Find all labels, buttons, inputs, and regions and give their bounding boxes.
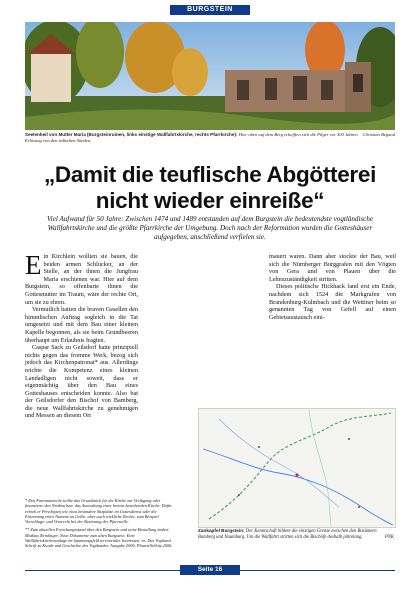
photo-caption-italic: Hier oben auf dem Berg erhofften sich die Pilger vor 500 Jahren Erlösung von den irdischen Sünden.: [25, 132, 358, 143]
paragraph: Vermutlich hatten die braven Gesellen den himmlischen Auftrag sogleich in die Tat umgesetzt und mit dem Bau einer kleinen Kapelle begonnen, als sie beim Grundbeeren überhaupt um Erlaubnis fragten.: [25, 306, 138, 344]
page-number: Seite 16: [180, 565, 240, 575]
map-caption: [198, 528, 394, 541]
map-caption-bold: Zankapfel Burgstein:: [198, 528, 245, 533]
header-photo: [25, 22, 395, 130]
section-tag: BURGSTEIN: [170, 5, 250, 15]
footnote: ** Zum aktuellen Forschungsstand über den Burgstein und seine Bestallung ändert Mathias Remlinger, Neue Dokumente zum alten Burgstein. Eine Wallfahrtskirchenanlage im Spannungsfeld territorialer Interessen, in: Das Vogtland. Schrift zu Kunde und Geschichte des Vogtlandes. Ausgabe 2006, Plauen/Selbitz 2006.: [25, 527, 173, 549]
map-credit: PNK: [384, 534, 394, 540]
photo-caption-bold: Seelenheil von Mutter Maria (Burgsteinruinen, links einstige Wallfahrtskirche, rechts Pfarrkirche):: [25, 132, 238, 137]
footnotes: [25, 498, 175, 552]
paragraph: [25, 250, 138, 306]
paragraph-text: in Kirchlein wollten sie bauen, die beiden armen Schlucker, an der Stelle, an der ihnen die Jungfrau Maria erschienen war. Hier auf dem Burgstein, so offenbarte ihnen die Gottesmutter im Traum, wäre der rechte Ort, um sie zu ehren.: [25, 253, 138, 306]
map-figure: [198, 408, 396, 528]
photo-caption: [25, 132, 395, 144]
dropcap: E: [25, 250, 42, 280]
article-column-1: [25, 250, 138, 420]
footnote: * Das Patronatsrecht stellte das Grundstück für die Kirche zur Verfügung oder finanzierte den Neubau bzw. das Auswaltung einer bereits bestehenden Kirche. Dafür erhielt er Privilegien wie etwa besondere Sitzplätze im Gottesdienst oder die Ernennung eines Nutzens an Gelbe, aber auch wirkliche Rechte, zum Beispiel Vorschlags- und Vetorecht bei der Besetzung der Pfarrstelle.: [25, 498, 172, 525]
paragraph: mauert waren. Dann aber stockte der Bau, weil sich die Nürnberger Burggrafen mit den Vögten von Gera und von Plauen über die Lehnszuständigkeit stritten.: [269, 253, 396, 283]
paragraph: Caspar Sack zu Geilsdorf hatte prinzipiell nichts gegen das fromme Werk, bezog sich jedoch das Kirchenpatronat* aus. Allerdings reichte die Kompetenz eines kleinen Landadligen nicht soweit, dass er eigenmächtig über den Bau eines Gotteshauses entscheiden konnte. Also bat der Geilsdorfer den Bischof von Bamberg, die neue Wallfahrtskirche zu genehmigen und Messen an diesem Ort: [25, 344, 138, 420]
map-caption-text: Der Kenntschaft bildete die einstigen Grenze zwischen den Bistümern Bamberg und Naumburg. Um die Wallfahrt stritten sich die Bischöfe deshalb jahrelang.: [198, 529, 377, 540]
border-map-image: [199, 409, 395, 527]
article-column-3: [269, 253, 396, 321]
lead-paragraph: Viel Aufwand für 50 Jahre: Zwischen 1474 und 1489 entstanden auf dem Burgstein die bedeutendste vogtländische Wallfahrtskirche und die größte Pfarrkirche der Umgebung. Doch nach der Reformation wurden die Gotteshäuser aufgegeben, anschließend verfielen sie.: [46, 215, 374, 242]
paragraph: Dieses politische Hickhack fand erst ein Ende, nachdem sich 1524 die Markgrafen von Brandenburg-Kulmbach und die Wettiner beim so genannten Tag von Gefell auf einen Gebietsaustausch eini-: [269, 283, 396, 321]
photo-credit: Christian Begand: [362, 132, 395, 137]
headline: „Damit die teuflische Abgötterei nicht wieder einreiße“: [43, 162, 377, 213]
ruins-landscape-image: [25, 22, 395, 130]
